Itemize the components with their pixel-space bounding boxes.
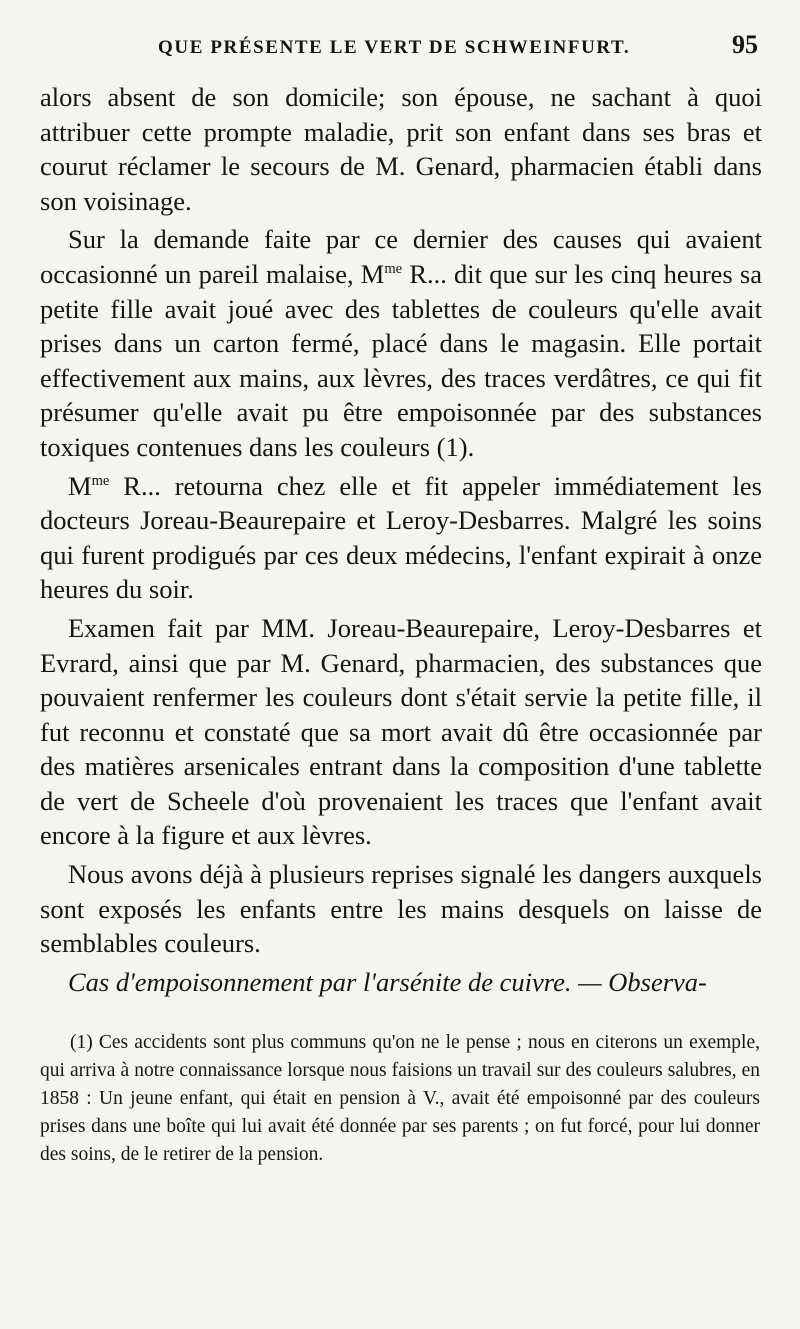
- observation-heading: Cas d'empoisonnement par l'arsénite de cuivre. — Observa-: [68, 966, 707, 997]
- paragraph-3: $M^{me}$ R... retourna chez elle et fit appeler immédiatement les docteurs Joreau-Beaurepaire et Leroy-Desbarres. Malgré les soins qui furent prodigués par ces deux médecins, l'enfant expirait à onze heures du soir.: [40, 470, 762, 605]
- page-number: 95: [732, 30, 758, 59]
- paragraph-1: alors absent de son domicile; son épouse, ne sachant à quoi attribuer cette prompte maladie, prit son enfant dans ses bras et courut réclamer le secours de M. Genard, pharmacien établi dans son voisinage.: [40, 82, 762, 216]
- running-head: [40, 30, 762, 80]
- body-text: [40, 80, 762, 999]
- footnote-text: (1) Ces accidents sont plus communs qu'on ne le pense ; nous en citerons un exemple, qui arriva à notre connaissance lorsque nous faisions un travail sur des couleurs salubres, en 1858 : Un jeune enfant, qui était en pension à V., avait été empoisonné par des couleurs prises dans une boîte qui lui avait été donnée par ses parents ; on fut forcé, pour lui donner des soins, de le retirer de la pension.: [40, 1032, 760, 1166]
- paragraph-4: Examen fait par MM. Joreau-Beaurepaire, Leroy-Desbarres et Evrard, ainsi que par M. Genard, pharmacien, des substances que pouvaient renfermer les couleurs dont s'était servie la petite fille, il fut reconnu et constaté que sa mort avait dû être occasionnée par des matières arsenicales entrant dans la composition d'une tablette de vert de Scheele d'où provenaient les traces que l'enfant avait encore à la figure et aux lèvres.: [40, 612, 762, 851]
- footnote: [40, 1029, 762, 1169]
- paragraph-5: Nous avons déjà à plusieurs reprises signalé les dangers auxquels sont exposés les enfants entre les mains desquels on laisse de semblables couleurs.: [40, 859, 762, 959]
- running-title: QUE PRÉSENTE LE VERT DE SCHWEINFURT.: [158, 37, 631, 58]
- paragraph-2: Sur la demande faite par ce dernier des causes qui avaient occasionné un pareil malaise, $M^{me}$ R... dit que sur les cinq heures sa petite fille avait joué avec des tablettes de couleurs qu'elle avait prises dans un carton fermé, placé dans le magasin. Elle portait effectivement aux mains, aux lèvres, des traces verdâtres, ce qui fit présumer qu'elle avait pu être empoisonnée par des substances toxiques contenues dans les couleurs (1).: [40, 224, 762, 462]
